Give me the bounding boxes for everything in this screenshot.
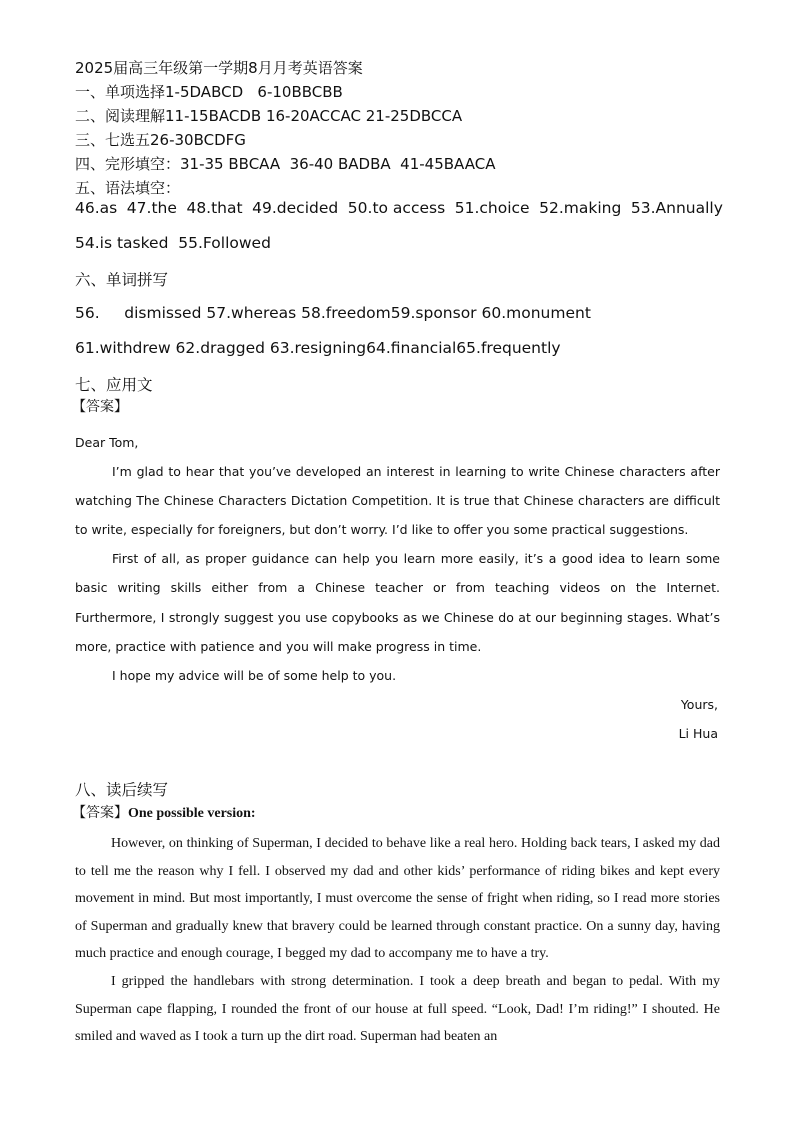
grammar-answer: 48.that — [186, 199, 243, 217]
letter-greeting: Dear Tom, — [75, 435, 139, 450]
applied-writing-label: 七、应用文 — [75, 376, 153, 394]
section-4-answers: 31-35 BBCAA 36-40 BADBA 41-45BAACA — [180, 155, 496, 173]
section-3-answers: 26-30BCDFG — [150, 131, 246, 149]
letter-signature: Li Hua — [678, 725, 718, 741]
spelling-label: 六、单词拼写 — [75, 271, 169, 289]
sample-essay — [75, 830, 720, 1051]
letter-paragraph: I’m glad to hear that you’ve developed an interest in learning to write Chinese characters after watching The Chinese Characters Dictation Competition. It is true that Chinese characters are difficult to write, especially for foreigners, but don’t worry. I’d like to offer you some practical suggestions. — [75, 464, 720, 538]
version-label: One possible version: — [128, 806, 256, 821]
section-2-label: 二、阅读理解 — [75, 107, 166, 125]
sample-letter — [75, 428, 720, 748]
spelling-line-2: 61.withdrew 62.dragged 63.resigning64.financial65.frequently — [75, 339, 561, 357]
section-4-line — [75, 152, 735, 176]
section-1-label: 一、单项选择 — [75, 83, 166, 101]
continuation-writing-label: 八、读后续写 — [75, 781, 169, 799]
section-5-label: 五、语法填空： — [75, 179, 181, 197]
essay-paragraph: I gripped the handlebars with strong determination. I took a deep breath and began to pedal. With my Superman cape flapping, I rounded the front of our house at full speed. “Look, Dad! I’m riding!” I shouted. He smiled and waved as I took a turn up the dirt road. Superman had beaten an — [75, 973, 720, 1045]
section-4-label: 四、完形填空： — [75, 155, 181, 173]
grammar-answer: 47.the — [126, 199, 177, 217]
continuation-answer-line — [72, 803, 256, 824]
section-3-line — [75, 128, 735, 152]
grammar-answer: 50.to access — [347, 199, 446, 217]
essay-paragraph: However, on thinking of Superman, I decided to behave like a real hero. Holding back tears, I asked my dad to tell me the reason why I fell. I observed my dad and other kids’ performance of riding bikes and kept every movement in mind. But most importantly, I must overcome the sense of fright when riding, so I read more stories of Superman and gradually knew that bravery could be learned through constant practice. On a sunny day, having much practice and enough courage, I begged my dad to accompany me to have a try. — [75, 836, 720, 962]
letter-closing: Yours, — [680, 696, 718, 712]
answer-header — [75, 56, 735, 200]
document-title: 2025届高三年级第一学期8月月考英语答案 — [75, 59, 363, 77]
letter-paragraph: First of all, as proper guidance can help you learn more easily, it’s a good idea to learn some basic writing skills either from a Chinese teacher or from teaching videos on the Internet. Furthermore, I strongly suggest you use copybooks as we Chinese do at our beginning stages. What’s more, practice with patience and you will make progress in time. — [75, 551, 720, 654]
grammar-answer: 49.decided — [252, 199, 339, 217]
section-1-line — [75, 80, 735, 104]
section-2-line — [75, 104, 735, 128]
letter-paragraph: I hope my advice will be of some help to you. — [112, 667, 397, 683]
spelling-line-1: 56. dismissed 57.whereas 58.freedom59.sponsor 60.monument — [75, 304, 591, 322]
grammar-answer: 52.making — [539, 199, 622, 217]
section-1-answers: 1-5DABCD 6-10BBCBB — [165, 83, 343, 101]
grammar-answer: 53.Annually — [630, 199, 723, 217]
grammar-answers-line-2: 54.is tasked 55.Followed — [75, 234, 271, 252]
section-3-label: 三、七选五 — [75, 131, 151, 149]
grammar-answers-line-1 — [75, 199, 723, 217]
applied-writing-answer-tag: 【答案】 — [72, 399, 128, 415]
grammar-answer: 51.choice — [454, 199, 530, 217]
grammar-answer: 46.as — [75, 199, 118, 217]
continuation-answer-tag: 【答案】 — [72, 805, 128, 821]
section-2-answers: 11-15BACDB 16-20ACCAC 21-25DBCCA — [165, 107, 463, 125]
